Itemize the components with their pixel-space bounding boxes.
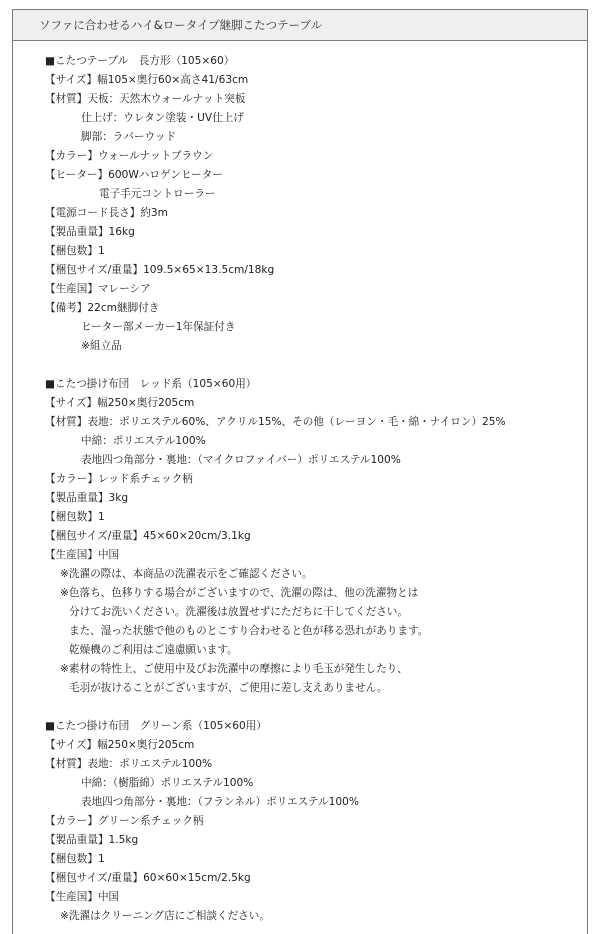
- spec-line: 【ヒーター】600Wハロゲンヒーター: [45, 169, 223, 181]
- spec-line: 【梱包数】1: [45, 511, 105, 523]
- spec-line: 脚部：ラバーウッド: [81, 131, 177, 143]
- spec-line: 【サイズ】幅250×奥行205cm: [45, 739, 195, 751]
- spec-content: [45, 52, 585, 926]
- spec-line: 仕上げ：ウレタン塗装・UV仕上げ: [81, 112, 244, 124]
- spec-line: 【サイズ】幅105×奥行60×高さ41/63cm: [45, 74, 249, 86]
- section-heading: ■こたつ掛け布団 グリーン系（105×60用）: [45, 720, 267, 732]
- spec-header: [12, 9, 588, 41]
- section-heading: ■こたつテーブル 長方形（105×60）: [45, 55, 235, 67]
- spec-note: ※色落ち、色移りする場合がございますので、洗濯の際は、他の洗濯物とは: [60, 587, 419, 599]
- spec-line: 【梱包サイズ/重量】45×60×20cm/3.1kg: [45, 530, 251, 542]
- spec-line: 【製品重量】1.5kg: [45, 834, 139, 846]
- spec-line: 【生産国】中国: [45, 549, 120, 561]
- section-heading: ■こたつ掛け布団 レッド系（105×60用）: [45, 378, 257, 390]
- spec-line: 【カラー】レッド系チェック柄: [45, 473, 193, 485]
- spec-line: 【材質】天板：天然木ウォールナット突板: [45, 93, 246, 105]
- spec-line: 【カラー】グリーン系チェック柄: [45, 815, 204, 827]
- spec-title: ソファに合わせるハイ&ロータイプ継脚こたつテーブル: [39, 18, 323, 32]
- spec-line: 表地四つ角部分・裏地：（フランネル）ポリエステル100%: [81, 796, 359, 808]
- spec-note: また、湿った状態で他のものとこすり合わせると色が移る恐れがあります。: [69, 625, 429, 637]
- section-gap: [45, 698, 585, 717]
- spec-note: ※洗濯の際は、本商品の洗濯表示をご確認ください。: [60, 568, 313, 580]
- spec-note: 分けてお洗いください。洗濯後は放置せずにただちに干してください。: [69, 606, 408, 618]
- spec-line: 【梱包サイズ/重量】60×60×15cm/2.5kg: [45, 872, 251, 884]
- spec-note: 毛羽が抜けることがございますが、ご使用に差し支えありません。: [69, 682, 388, 694]
- spec-line: 電子手元コントローラー: [99, 188, 216, 200]
- spec-line: 【製品重量】3kg: [45, 492, 129, 504]
- spec-line: 【材質】表地：ポリエステル100%: [45, 758, 213, 770]
- spec-line: 中綿：（樹脂綿）ポリエステル100%: [81, 777, 254, 789]
- spec-note: ※素材の特性上、ご使用中及びお洗濯中の摩擦により毛玉が発生したり、: [60, 663, 408, 675]
- spec-line: 【梱包数】1: [45, 853, 105, 865]
- spec-line: 【備考】22cm継脚付き: [45, 302, 160, 314]
- section-futon-red: [45, 375, 585, 698]
- spec-line: ヒーター部メーカー1年保証付き: [81, 321, 236, 333]
- section-futon-green: [45, 717, 585, 926]
- spec-note: ※組立品: [81, 340, 122, 352]
- spec-line: 【電源コード長さ】約3m: [45, 207, 168, 219]
- spec-note: 乾燥機のご利用はご遠慮願います。: [69, 644, 238, 656]
- spec-line: 【製品重量】16kg: [45, 226, 135, 238]
- spec-line: 【カラー】ウォールナットブラウン: [45, 150, 214, 162]
- spec-line: 【材質】表地：ポリエステル60%、アクリル15%、その他（レーヨン・毛・綿・ナイロン）25%: [45, 416, 506, 428]
- spec-line: 【サイズ】幅250×奥行205cm: [45, 397, 195, 409]
- spec-line: 【梱包数】1: [45, 245, 105, 257]
- section-gap: [45, 356, 585, 375]
- section-kotatsu-table: [45, 52, 585, 356]
- spec-line: 表地四つ角部分・裏地：（マイクロファイバー）ポリエステル100%: [81, 454, 401, 466]
- spec-line: 【生産国】マレーシア: [45, 283, 151, 295]
- spec-line: 中綿：ポリエステル100%: [81, 435, 206, 447]
- spec-note: ※洗濯はクリーニング店にご相談ください。: [60, 910, 270, 922]
- spec-line: 【生産国】中国: [45, 891, 120, 903]
- spec-line: 【梱包サイズ/重量】109.5×65×13.5cm/18kg: [45, 264, 275, 276]
